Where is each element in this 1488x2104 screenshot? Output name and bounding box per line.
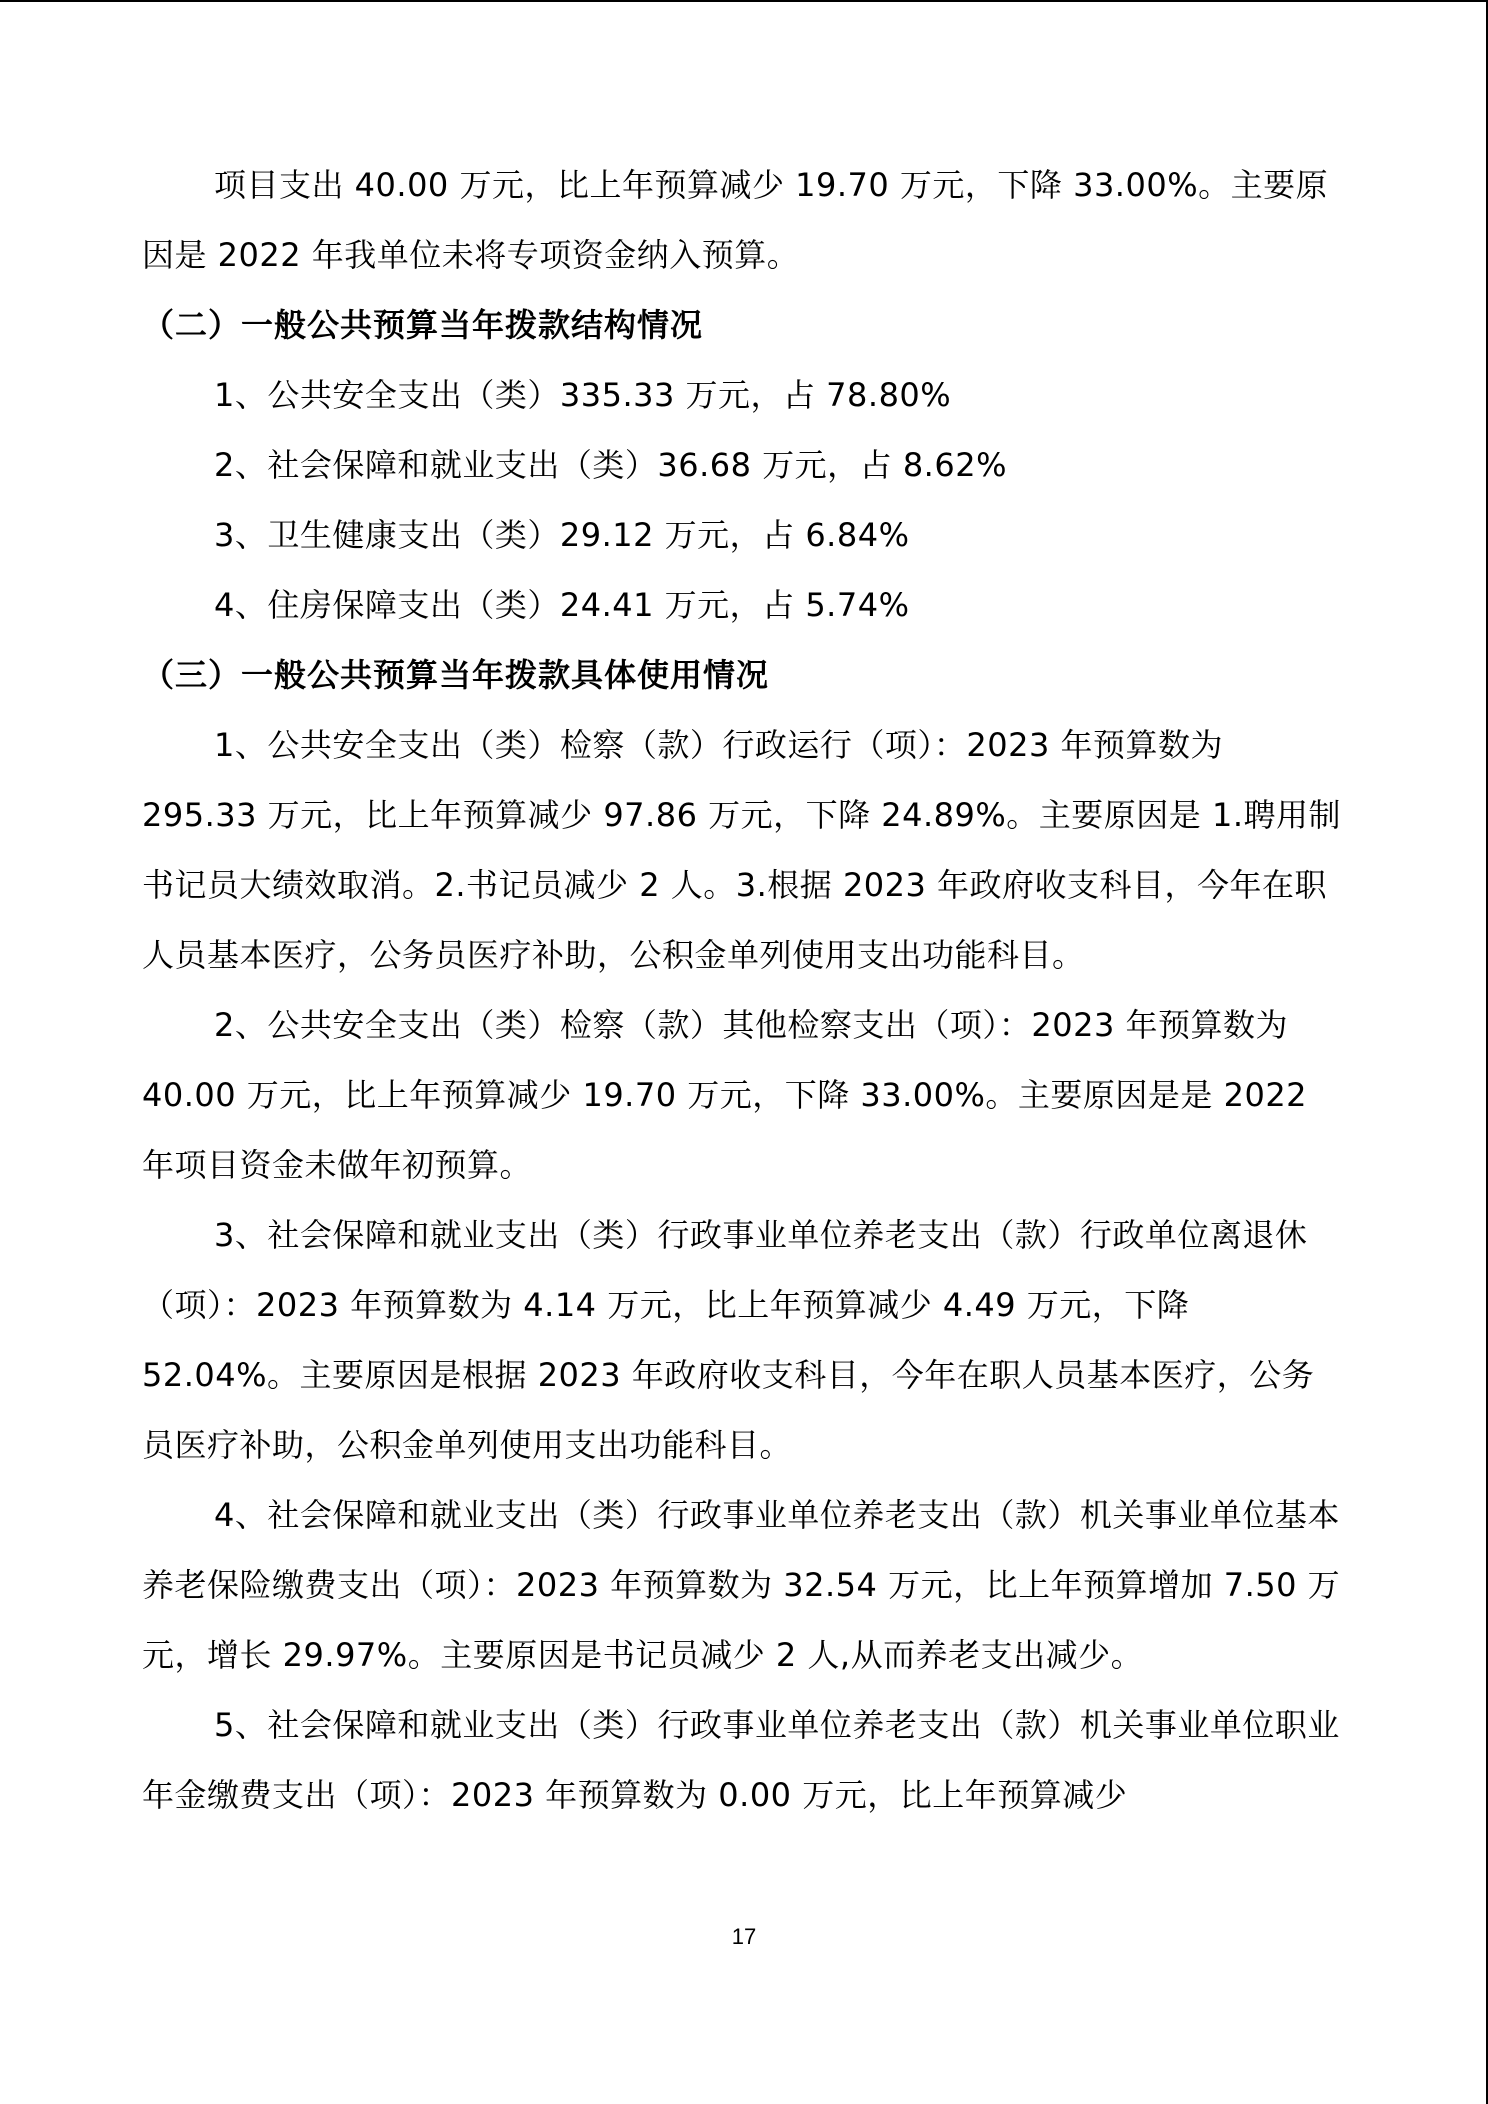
usage-item-occupational-annuity: 5、社会保障和就业支出（类）行政事业单位养老支出（款）机关事业单位职业年金缴费支出（项）：2023 年预算数为 0.00 万元，比上年预算减少 (142, 1706, 1340, 1814)
structure-item-housing: 4、住房保障支出（类）24.41 万元，占 5.74% (214, 586, 910, 624)
structure-item-public-security: 1、公共安全支出（类）335.33 万元，占 78.80% (214, 376, 952, 414)
page-number: 17 (731, 1924, 757, 1949)
usage-item-administrative-operation: 1、公共安全支出（类）检察（款）行政运行（项）：2023 年预算数为 295.33 万元，比上年预算减少 97.86 万元，下降 24.89%。主要原因是 1.聘用制书记员大绩效取消。2.书记员减少 2 人。3.根据 2023 年政府收支科目，今年在职人员基本医疗，公务员医疗补助，公积金单列使用支出功能科目。 (142, 726, 1341, 974)
usage-item-basic-pension: 4、社会保障和就业支出（类）行政事业单位养老支出（款）机关事业单位基本养老保险缴费支出（项）：2023 年预算数为 32.54 万元，比上年预算增加 7.50 万元，增长 29.97%。主要原因是书记员减少 2 人,从而养老支出减少。 (142, 1496, 1341, 1674)
section-heading-usage: （三）一般公共预算当年拨款具体使用情况 (142, 656, 770, 694)
structure-item-social-security: 2、社会保障和就业支出（类）36.68 万元，占 8.62% (214, 446, 1007, 484)
usage-item-retirement: 3、社会保障和就业支出（类）行政事业单位养老支出（款）行政单位离退休（项）：2023 年预算数为 4.14 万元，比上年预算减少 4.49 万元，下降 52.04%。主要原因是根据 2023 年政府收支科目，今年在职人员基本医疗，公务员医疗补助，公积金单列使用支出功能科目。 (142, 1216, 1315, 1464)
structure-item-health: 3、卫生健康支出（类）29.12 万元，占 6.84% (214, 516, 910, 554)
usage-item-other-procuratorial: 2、公共安全支出（类）检察（款）其他检察支出（项）：2023 年预算数为 40.00 万元，比上年预算减少 19.70 万元，下降 33.00%。主要原因是是 2022 年项目资金未做年初预算。 (142, 1006, 1308, 1184)
paragraph-project-expenditure: 项目支出 40.00 万元，比上年预算减少 19.70 万元，下降 33.00%。主要原因是 2022 年我单位未将专项资金纳入预算。 (142, 166, 1329, 274)
document-body (142, 150, 1342, 1830)
section-heading-structure: （二）一般公共预算当年拨款结构情况 (142, 306, 704, 344)
top-border (0, 0, 1488, 2)
